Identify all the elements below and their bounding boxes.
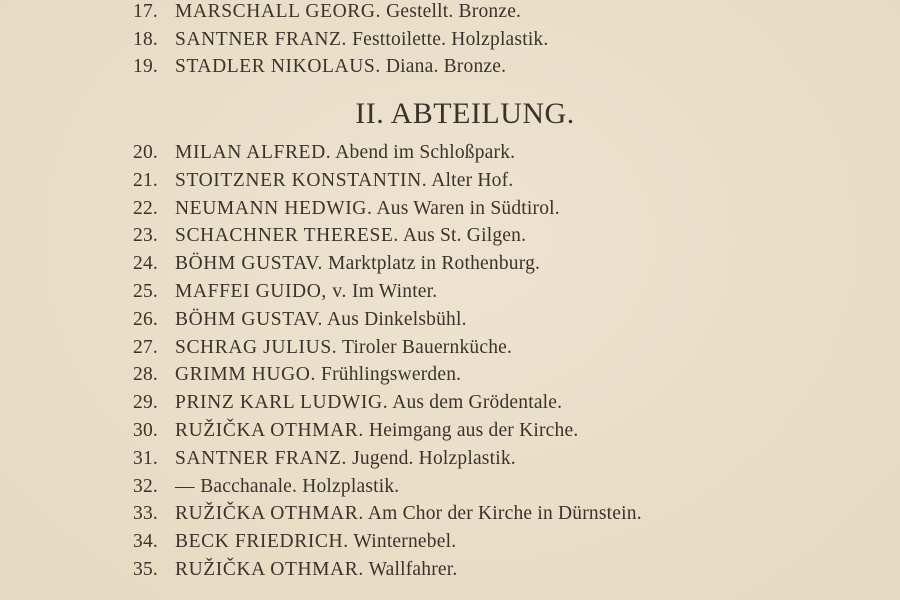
catalog-entry [133,53,506,81]
artist-name: SCHRAG JULIUS. [175,336,338,358]
artwork-title: Wallfahrer. [368,559,458,580]
artist-name: MAFFEI GUIDO, v. [175,281,347,302]
catalog-entry [133,139,515,167]
catalog-entry [133,167,513,195]
catalog-entry [133,500,642,528]
artist-name: SCHACHNER THERESE. [175,225,399,247]
entry-number: 20. [133,142,158,163]
artwork-title: Im Winter. [352,281,438,302]
catalog-entry [133,306,467,334]
artist-name: RUŽIČKA OTHMAR. [175,559,364,580]
artist-name: — [175,475,196,497]
artwork-title: Frühlingswerden. [321,364,462,386]
artist-name: MILAN ALFRED. [175,142,332,163]
artist-name: RUŽIČKA OTHMAR. [175,420,364,441]
entry-number: 22. [133,197,158,219]
section-heading: II. ABTEILUNG. [355,97,575,130]
catalog-entry [133,417,578,445]
artwork-title: Jugend. Holzplastik. [352,447,516,469]
entry-number: 29. [133,392,158,414]
artwork-title: Aus Waren in Südtirol. [376,197,560,219]
entry-number: 35. [133,559,158,580]
entry-number: 18. [133,28,158,50]
entry-number: 28. [133,364,158,386]
artwork-title: Tiroler Bauernküche. [342,336,513,358]
entry-number: 17. [133,1,158,22]
catalog-entry [133,528,456,556]
artwork-title: Winternebel. [353,531,457,553]
entry-number: 33. [133,503,158,525]
artist-name: GRIMM HUGO. [175,364,316,386]
artwork-title: Abend im Schloßpark. [335,142,516,163]
artist-name: STADLER NIKOLAUS. [175,56,381,77]
artist-name: PRINZ KARL LUDWIG. [175,392,389,414]
artwork-title: Am Chor der Kirche in Dürnstein. [367,503,642,525]
catalog-entry [133,361,461,389]
artwork-title: Bacchanale. Holzplastik. [200,475,400,497]
entry-number: 25. [133,281,158,302]
entry-number: 23. [133,225,158,247]
artwork-title: Heimgang aus der Kirche. [368,420,579,441]
catalog-entry [133,445,516,473]
entry-number: 24. [133,253,158,275]
entry-number: 32. [133,475,158,497]
entry-number: 30. [133,420,158,441]
catalog-entry [133,389,562,417]
artwork-title: Alter Hof. [431,169,514,191]
artwork-title: Aus Dinkelsbühl. [326,308,467,330]
entry-number: 27. [133,336,158,358]
catalog-entry [133,0,521,26]
entry-number: 31. [133,447,158,469]
artist-name: NEUMANN HEDWIG. [175,197,373,219]
entry-number: 34. [133,531,158,553]
catalog-entry [133,556,457,584]
entry-number: 26. [133,308,158,330]
catalog-entry [133,250,540,278]
catalog-entry [133,278,437,306]
entry-number: 19. [133,56,158,77]
catalog-entry [133,222,526,250]
artist-name: STOITZNER KONSTANTIN. [175,169,428,191]
artist-name: RUŽIČKA OTHMAR. [175,503,364,525]
artist-name: MARSCHALL GEORG. [175,1,382,22]
entry-number: 21. [133,169,158,191]
artist-name: SANTNER FRANZ. [175,28,347,50]
artist-name: BECK FRIEDRICH. [175,531,349,553]
artwork-title: Festtoilette. Holzplastik. [352,28,549,50]
artist-name: SANTNER FRANZ. [175,447,347,469]
artwork-title: Gestellt. Bronze. [386,1,522,22]
artist-name: BÖHM GUSTAV. [175,253,323,275]
artwork-title: Diana. Bronze. [385,56,507,77]
artwork-title: Marktplatz in Rothenburg. [328,253,541,275]
artwork-title: Aus dem Grödentale. [392,392,563,414]
catalog-entry [133,334,512,362]
artist-name: BÖHM GUSTAV. [175,308,323,330]
catalog-entry [133,473,399,501]
artwork-title: Aus St. Gilgen. [402,225,527,247]
catalog-entry [133,26,548,54]
catalog-entry [133,195,560,223]
